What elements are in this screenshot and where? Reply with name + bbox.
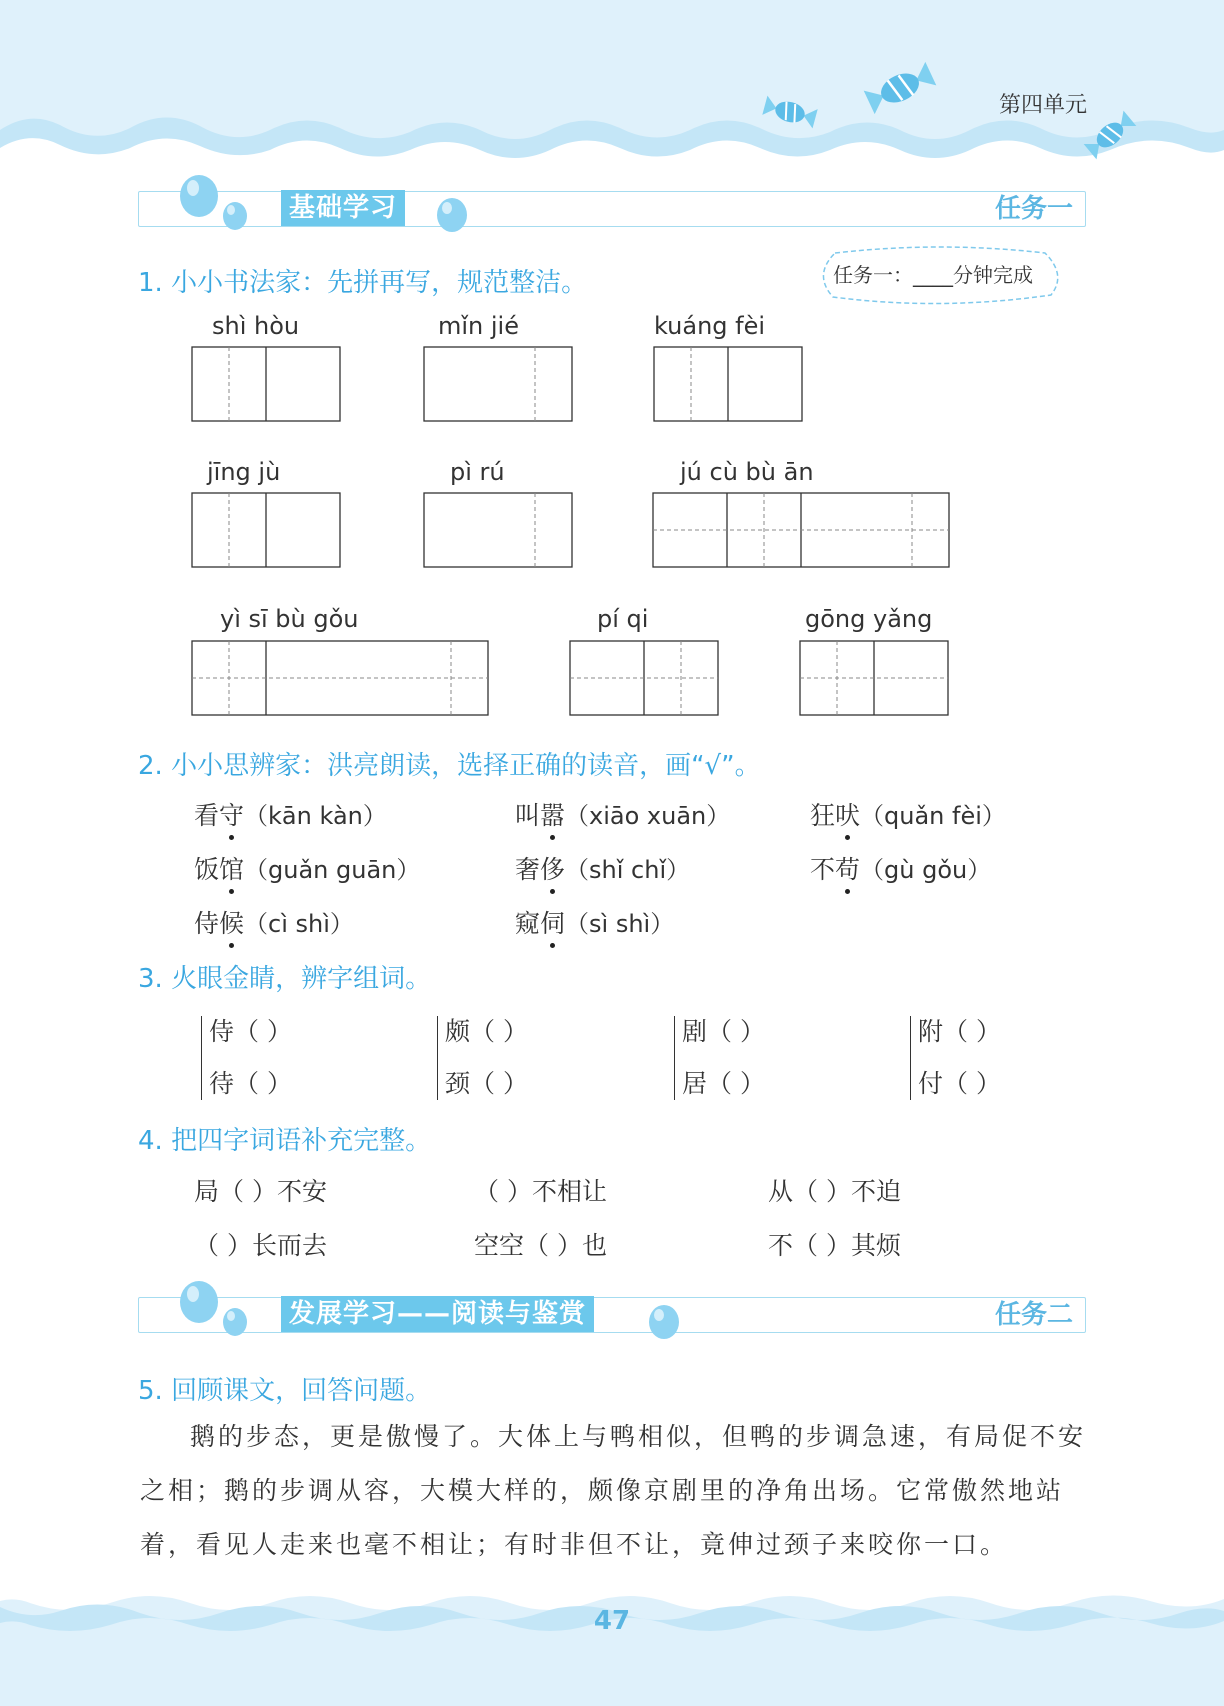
idiom-blank[interactable]: （ ）不相让 <box>474 1177 607 1206</box>
reading-choice[interactable]: 窥伺（sì shì） <box>515 904 674 940</box>
question-3-title: 3. 火眼金睛，辨字组词。 <box>138 964 432 994</box>
pinyin-label: yì sī bù gǒu <box>220 605 359 633</box>
bottom-cloud-banner <box>0 1585 1224 1706</box>
pinyin-label: jú cù bù ān <box>680 458 814 486</box>
balloon-icon <box>175 172 265 238</box>
reading-choice[interactable]: 看守（kān kàn） <box>194 796 387 832</box>
question-5-title: 5. 回顾课文，回答问题。 <box>138 1376 432 1406</box>
unit-label: 第四单元 <box>998 93 1087 118</box>
writing-grid[interactable] <box>423 492 573 568</box>
character-pair <box>910 1008 1120 1108</box>
word-blank[interactable]: 居（ ） <box>682 1069 765 1098</box>
balloon-icon <box>644 1302 684 1346</box>
idiom-blank[interactable]: 局（ ）不安 <box>194 1177 327 1206</box>
reading-choice[interactable]: 不苟（gù gǒu） <box>810 850 991 886</box>
reading-choice[interactable]: 奢侈（shǐ chǐ） <box>515 850 690 886</box>
pinyin-label: pì rú <box>450 458 505 486</box>
pinyin-label: pí qi <box>597 605 649 633</box>
candy-decoration-icon <box>1080 105 1140 165</box>
pinyin-label: kuáng fèi <box>654 312 766 340</box>
writing-grid[interactable] <box>191 640 489 716</box>
reading-choice[interactable]: 饭馆（guǎn guān） <box>194 850 420 886</box>
section-title: 发展学习——阅读与鉴赏 <box>281 1296 594 1332</box>
balloon-icon <box>175 1278 265 1344</box>
pinyin-label: shì hòu <box>212 312 300 340</box>
character-pair <box>201 1008 411 1108</box>
character-pair <box>674 1008 884 1108</box>
pinyin-label: mǐn jié <box>438 312 519 340</box>
word-blank[interactable]: 剧（ ） <box>682 1017 765 1046</box>
writing-grid[interactable] <box>191 492 341 568</box>
section-task-label: 任务一 <box>994 194 1073 224</box>
reading-passage: 鹅的步态，更是傲慢了。大体上与鸭相似，但鸭的步调急速，有局促不安之相；鹅的步调从容，大模大样的，颇像京剧里的净角出场。它常傲然地站着，看见人走来也毫不相让；有时非但不让，竟伸过颈子来咬你一口。 <box>140 1422 1087 1559</box>
writing-grid[interactable] <box>569 640 719 716</box>
pinyin-label: gōng yǎng <box>805 605 933 633</box>
question-2-title: 2. 小小思辨家：洪亮朗读，选择正确的读音，画“√”。 <box>138 751 761 781</box>
timer-text: 任务一：____分钟完成 <box>833 263 1033 287</box>
writing-grid[interactable] <box>799 640 949 716</box>
reading-choice[interactable]: 叫嚣（xiāo xuān） <box>515 796 730 832</box>
word-blank[interactable]: 颇（ ） <box>445 1017 528 1046</box>
section-title: 基础学习 <box>281 190 405 226</box>
idiom-blank[interactable]: 空空（ ）也 <box>474 1231 607 1260</box>
section-task-label: 任务二 <box>994 1300 1073 1330</box>
reading-choice[interactable]: 侍候（cì shì） <box>194 904 354 940</box>
word-blank[interactable]: 付（ ） <box>918 1069 1001 1098</box>
writing-grid[interactable] <box>653 346 803 422</box>
word-blank[interactable]: 附（ ） <box>918 1017 1001 1046</box>
reading-choice[interactable]: 狂吠（quǎn fèi） <box>810 796 1006 832</box>
writing-grid[interactable] <box>191 346 341 422</box>
idiom-blank[interactable]: 从（ ）不迫 <box>768 1177 901 1206</box>
writing-grid[interactable] <box>652 492 950 568</box>
character-pair <box>437 1008 647 1108</box>
word-blank[interactable]: 侍（ ） <box>209 1017 292 1046</box>
balloon-icon <box>432 195 472 239</box>
word-blank[interactable]: 颈（ ） <box>445 1069 528 1098</box>
word-blank[interactable]: 待（ ） <box>209 1069 292 1098</box>
section-bar-basic <box>138 191 1086 227</box>
question-4-title: 4. 把四字词语补充完整。 <box>138 1126 432 1156</box>
idiom-blank[interactable]: 不（ ）其烦 <box>768 1231 901 1260</box>
page-number: 47 <box>593 1606 631 1636</box>
question-1-title: 1. 小小书法家：先拼再写，规范整洁。 <box>138 268 588 298</box>
section-bar-reading <box>138 1297 1086 1333</box>
pinyin-label: jīng jù <box>207 458 281 486</box>
idiom-blank[interactable]: （ ）长而去 <box>194 1231 327 1260</box>
writing-grid[interactable] <box>423 346 573 422</box>
timer-bubble <box>815 245 1065 307</box>
